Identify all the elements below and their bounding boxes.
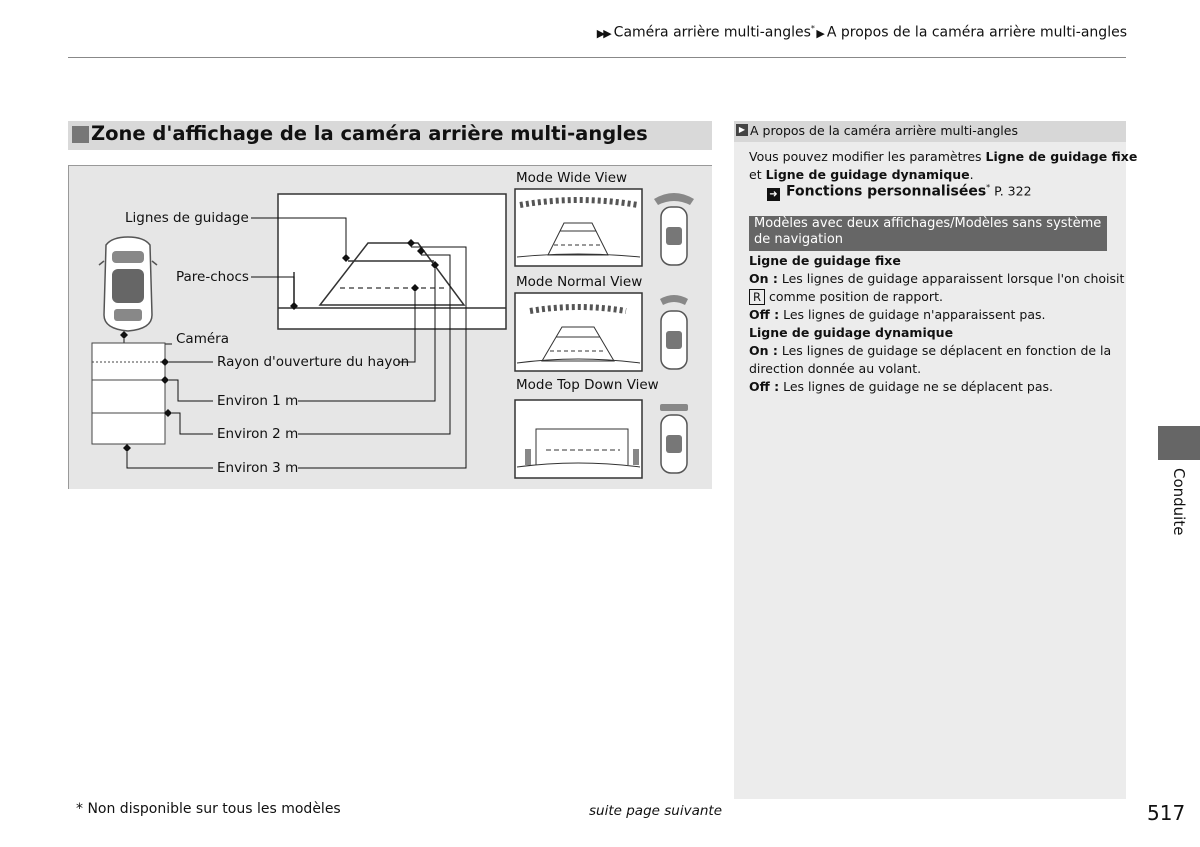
on-label-2: On : bbox=[749, 343, 778, 358]
normal-view-screen bbox=[515, 293, 642, 371]
label-environ-3m: Environ 3 m bbox=[217, 460, 299, 476]
footnote-star: * bbox=[810, 24, 815, 33]
dynamic-off-line bbox=[749, 378, 1053, 396]
intro-bold-dynamic: Ligne de guidage dynamique bbox=[765, 167, 970, 182]
intro-text: Vous pouvez modifier les paramètres bbox=[749, 149, 986, 164]
custom-features-link[interactable] bbox=[767, 183, 1032, 201]
dynamic-on-text-2: direction donnée au volant. bbox=[749, 361, 922, 376]
dynamic-on-line bbox=[749, 342, 1111, 360]
fixed-on-line-2 bbox=[749, 288, 943, 306]
link-label[interactable]: Fonctions personnalisées bbox=[786, 183, 987, 200]
breadcrumb-parent[interactable]: Caméra arrière multi-angles bbox=[613, 24, 811, 41]
section-title: Zone d'affichage de la caméra arrière multi-angles bbox=[91, 122, 648, 145]
arrow-icon: ▶ bbox=[814, 26, 823, 40]
intro-bold-fixed: Ligne de guidage fixe bbox=[985, 149, 1138, 164]
fixed-on-text: Les lignes de guidage apparaissent lorsque l'on choisit bbox=[777, 271, 1125, 286]
label-mode-top-down: Mode Top Down View bbox=[516, 377, 659, 393]
link-arrow-icon: ➜ bbox=[767, 188, 780, 201]
header-divider bbox=[68, 57, 1126, 58]
label-mode-normal: Mode Normal View bbox=[516, 274, 643, 290]
chapter-tab bbox=[1158, 426, 1200, 460]
page-number: 517 bbox=[1147, 801, 1186, 825]
dynamic-on-line-2 bbox=[749, 360, 921, 378]
footnote: * Non disponible sur tous les modèles bbox=[76, 801, 341, 817]
label-pare-chocs: Pare-chocs bbox=[176, 269, 249, 285]
reference-arrow-icon: ▶ bbox=[736, 124, 748, 136]
normal-car-icon bbox=[660, 295, 688, 369]
distance-zones bbox=[92, 343, 165, 444]
dynamic-title: Ligne de guidage dynamique bbox=[749, 325, 954, 340]
dynamic-guide-title bbox=[749, 324, 953, 342]
wide-view-screen bbox=[515, 189, 642, 266]
fixed-on-text-2: comme position de rapport. bbox=[769, 289, 943, 304]
fixed-guide-title bbox=[749, 252, 901, 270]
link-page[interactable]: P. 322 bbox=[990, 183, 1032, 199]
chapter-label: Conduite bbox=[1170, 468, 1188, 536]
car-top-view-icon bbox=[99, 237, 157, 331]
label-mode-wide: Mode Wide View bbox=[516, 170, 628, 186]
reverse-gear-key: R bbox=[749, 289, 765, 305]
intro-mid: et bbox=[749, 167, 766, 182]
fixed-on-line bbox=[749, 270, 1124, 288]
label-camera: Caméra bbox=[176, 331, 229, 347]
fixed-title: Ligne de guidage fixe bbox=[749, 253, 901, 268]
label-lignes-guidage: Lignes de guidage bbox=[125, 210, 249, 226]
dynamic-off-text: Les lignes de guidage ne se déplacent pas. bbox=[779, 379, 1053, 394]
model-note-text: Modèles avec deux affichages/Modèles sans système de navigation bbox=[754, 216, 1102, 247]
info-panel-heading: A propos de la caméra arrière multi-angles bbox=[750, 123, 1018, 138]
top-down-view-screen bbox=[515, 400, 642, 478]
wide-car-icon bbox=[654, 193, 694, 265]
double-arrow-icon: ▶▶ bbox=[596, 26, 610, 40]
dynamic-on-text: Les lignes de guidage se déplacent en fonction de la bbox=[777, 343, 1112, 358]
camera-screen bbox=[278, 194, 506, 329]
breadcrumb-current: A propos de la caméra arrière multi-angles bbox=[826, 24, 1127, 41]
intro-line-1 bbox=[749, 148, 1137, 166]
fixed-off-text: Les lignes de guidage n'apparaissent pas. bbox=[779, 307, 1046, 322]
section-square-icon bbox=[72, 126, 89, 143]
off-label-2: Off : bbox=[749, 379, 780, 394]
off-label: Off : bbox=[749, 307, 780, 322]
topdown-car-icon bbox=[660, 404, 688, 473]
intro-line-2 bbox=[749, 166, 974, 184]
label-environ-1m: Environ 1 m bbox=[217, 393, 299, 409]
link-star: * bbox=[986, 183, 991, 192]
on-label: On : bbox=[749, 271, 778, 286]
fixed-off-line bbox=[749, 306, 1046, 324]
label-environ-2m: Environ 2 m bbox=[217, 426, 299, 442]
continued-note: suite page suivante bbox=[589, 803, 722, 819]
label-rayon: Rayon d'ouverture du hayon bbox=[217, 354, 410, 370]
intro-end: . bbox=[969, 167, 974, 182]
breadcrumb bbox=[597, 24, 1127, 41]
